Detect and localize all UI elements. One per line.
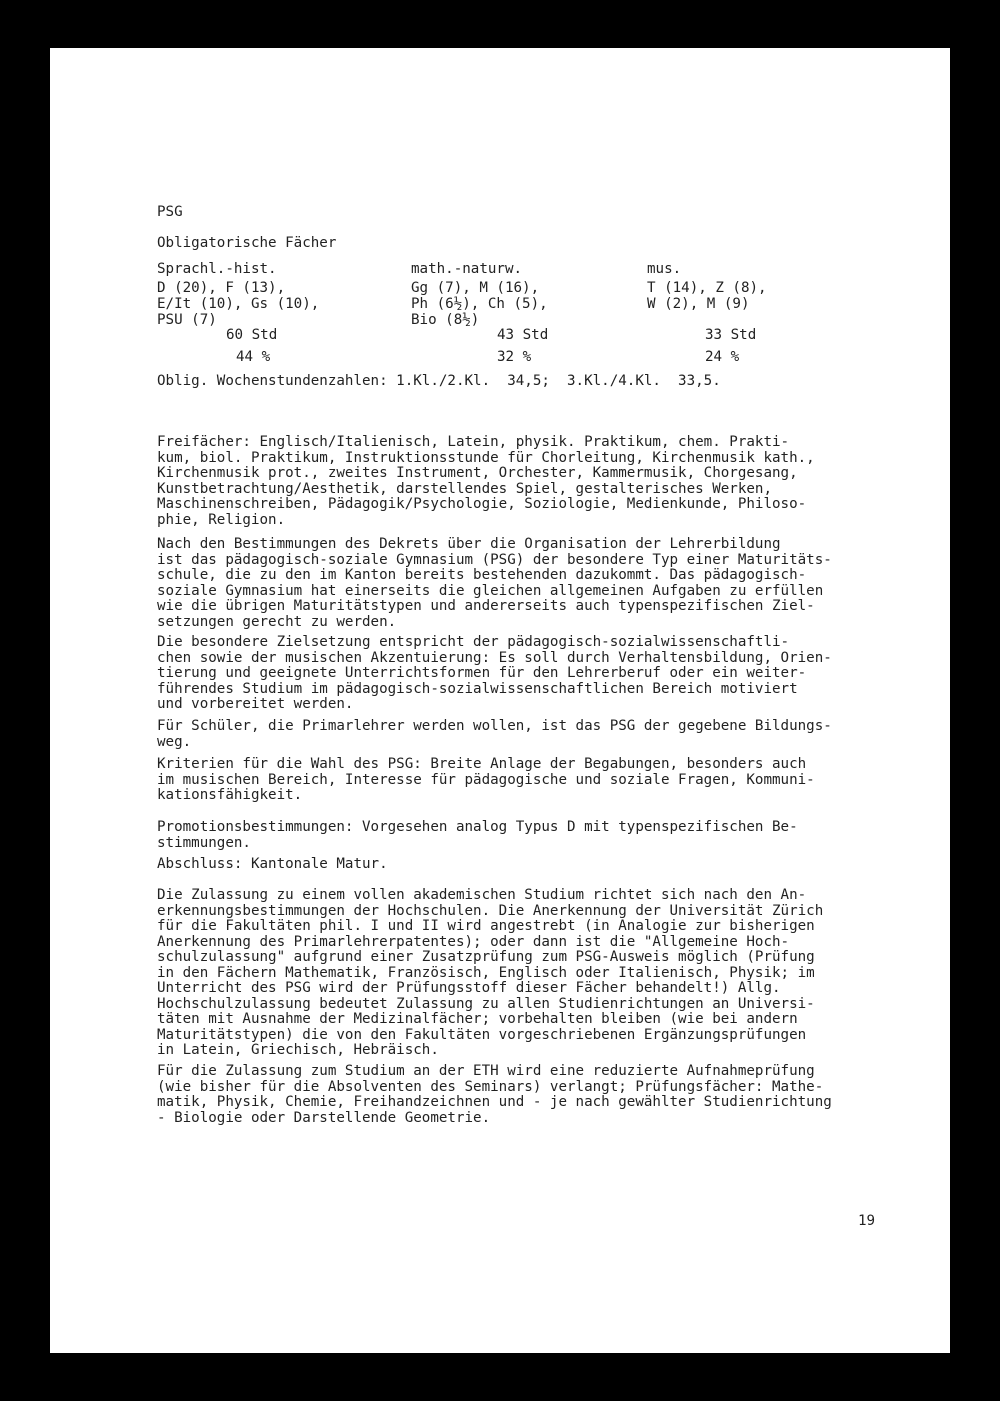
paragraph-line: Maturitätstypen) die von den Fakultäten vorgeschriebenen Ergänzungsprüfungen <box>157 1026 807 1043</box>
paragraph-line: Unterricht des PSG wird der Prüfungsstoff dieser Fächer behandelt!) Allg. <box>157 980 781 996</box>
paragraph-line: soziale Gymnasium hat einerseits die gleichen allgemeinen Aufgaben zu erfüllen <box>157 582 824 599</box>
paragraph-line: für die Fakultäten phil. I und II wird angestrebt (in Analogie zur bisherigen <box>157 918 815 934</box>
paragraph-line: kationsfähigkeit. <box>157 787 303 803</box>
paragraph-line: täten mit Ausnahme der Medizinalfächer; vorbehalten bleiben (wie bei andern <box>157 1011 798 1027</box>
paragraph-line: Für Schüler, die Primarlehrer werden wollen, ist das PSG der gegebene Bildungs- <box>157 718 832 734</box>
column-subjects-line: E/It (10), Gs (10), <box>157 296 320 312</box>
paragraph-line: schulzulassung" aufgrund einer Zusatzprüfung zum PSG-Ausweis möglich (Prüfung <box>157 949 815 965</box>
column-subjects-line: PSU (7) <box>157 312 217 328</box>
paragraph-line: (wie bisher für die Absolventen des Seminars) verlangt; Prüfungsfächer: Mathe- <box>157 1078 824 1095</box>
column-title-mus: mus. <box>647 261 682 277</box>
column-subjects-line: Bio (8½) <box>411 312 480 328</box>
paragraph-line: Anerkennung des Primarlehrerpatentes); oder dann ist die "Allgemeine Hoch- <box>157 933 790 950</box>
column-hours: 60 Std <box>226 327 278 343</box>
document-heading: PSG <box>157 204 183 220</box>
column-subjects-line: W (2), M (9) <box>647 296 750 312</box>
paragraph-line: in Latein, Griechisch, Hebräisch. <box>157 1042 439 1058</box>
paragraph-line: erkennungsbestimmungen der Hochschulen. Die Anerkennung der Universität Zürich <box>157 902 824 919</box>
column-title-math-naturw: math.-naturw. <box>411 261 523 277</box>
paragraph-eth <box>157 1033 832 1142</box>
column-percent: 32 % <box>497 349 532 365</box>
page-number: 19 <box>858 1213 876 1229</box>
paragraph-line: Abschluss: Kantonale Matur. <box>157 856 388 872</box>
column-hours: 43 Std <box>497 327 549 343</box>
column-subjects-line: Ph (6½), Ch (5), <box>411 296 548 312</box>
paragraph-line: im musischen Bereich, Interesse für pädagogische und soziale Fragen, Kommuni- <box>157 771 815 788</box>
weekly-hours-line: Oblig. Wochenstundenzahlen: 1.Kl./2.Kl. 34,5; 3.Kl./4.Kl. 33,5. <box>157 373 721 389</box>
paragraph-line: weg. <box>157 733 192 750</box>
paragraph-line: schule, die zu den im Kanton bereits bestehenden dazukommt. Das pädagogisch- <box>157 567 807 583</box>
paragraph-line: tierung und geeignete Unterrichtsformen für den Lehrerberuf oder ein weiter- <box>157 665 807 681</box>
column-subjects-line: T (14), Z (8), <box>647 280 767 296</box>
paragraph-line: chen sowie der musischen Akzentuierung: Es soll durch Verhaltensbildung, Orien- <box>157 649 832 666</box>
paragraph-line: und vorbereitet werden. <box>157 696 354 712</box>
paragraph-line: - Biologie oder Darstellende Geometrie. <box>157 1109 491 1126</box>
paragraph-line: in den Fächern Mathematik, Französisch, Englisch oder Italienisch, Physik; im <box>157 964 815 981</box>
document-subheading: Obligatorische Fächer <box>157 235 337 251</box>
paragraph-line: Für die Zulassung zum Studium an der ETH wird eine reduzierte Aufnahmeprüfung <box>157 1063 815 1079</box>
column-percent: 44 % <box>236 349 271 365</box>
paragraph-line: Die Zulassung zu einem vollen akademischen Studium richtet sich nach den An- <box>157 887 807 903</box>
paragraph-line: setzungen gerecht zu werden. <box>157 613 397 630</box>
paragraph-line: Maschinenschreiben, Pädagogik/Psychologie, Soziologie, Medienkunde, Philoso- <box>157 496 807 512</box>
column-title-sprachl-hist: Sprachl.-hist. <box>157 261 277 277</box>
paragraph-line: wie die übrigen Maturitätstypen und andererseits auch typenspezifischen Ziel- <box>157 598 815 614</box>
column-subjects-line: Gg (7), M (16), <box>411 280 540 296</box>
paragraph-line: Kunstbetrachtung/Aesthetik, darstellendes Spiel, gestalterisches Werken, <box>157 480 772 497</box>
paragraph-line: phie, Religion. <box>157 511 286 528</box>
paragraph-line: Freifächer: Englisch/Italienisch, Latein, physik. Praktikum, chem. Prakti- <box>157 434 790 450</box>
paragraph-line: kum, biol. Praktikum, Instruktionsstunde für Chorleitung, Kirchenmusik kath., <box>157 449 815 466</box>
column-percent: 24 % <box>705 349 740 365</box>
paragraph-line: führendes Studium im pädagogisch-sozialwissenschaftlichen Bereich motiviert <box>157 680 798 697</box>
paragraph-line: Die besondere Zielsetzung entspricht der pädagogisch-sozialwissenschaftli- <box>157 634 790 650</box>
paragraph-line: Kirchenmusik prot., zweites Instrument, Orchester, Kammermusik, Chorgesang, <box>157 465 798 481</box>
paragraph-line: stimmungen. <box>157 834 251 851</box>
paragraph-line: matik, Physik, Chemie, Freihandzeichnen und - je nach gewählter Studienrichtung <box>157 1094 832 1110</box>
paragraph-line: Kriterien für die Wahl des PSG: Breite Anlage der Begabungen, besonders auch <box>157 756 807 772</box>
paragraph-line: Promotionsbestimmungen: Vorgesehen analog Typus D mit typenspezifischen Be- <box>157 819 798 835</box>
paragraph-line: Nach den Bestimmungen des Dekrets über die Organisation der Lehrerbildung <box>157 536 781 552</box>
paragraph-line: Hochschulzulassung bedeutet Zulassung zu allen Studienrichtungen an Universi- <box>157 995 815 1012</box>
column-subjects-line: D (20), F (13), <box>157 280 286 296</box>
paragraph-line: ist das pädagogisch-soziale Gymnasium (PSG) der besondere Typ einer Maturitäts- <box>157 551 832 568</box>
column-hours: 33 Std <box>705 327 757 343</box>
